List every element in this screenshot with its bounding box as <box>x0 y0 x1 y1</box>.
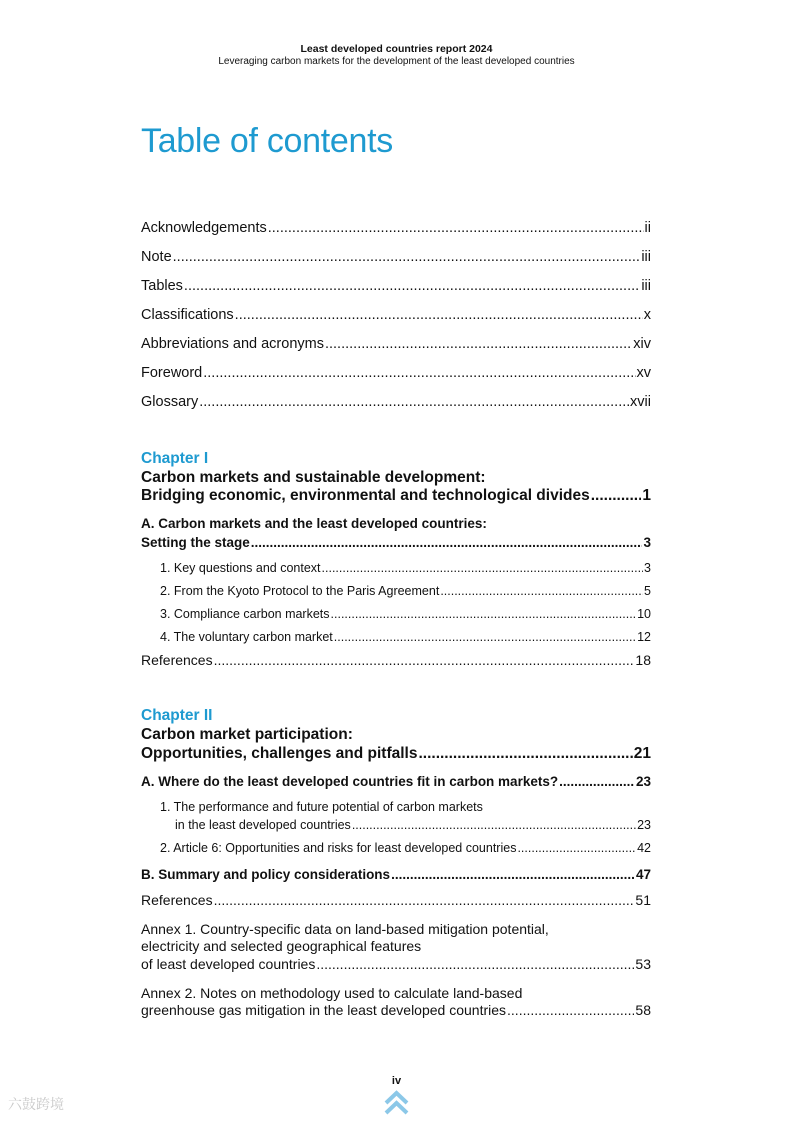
toc-entry-annex-2[interactable] <box>141 1002 651 1018</box>
toc-entry-label: in the least developed countries <box>175 818 351 832</box>
report-subtitle: Leveraging carbon markets for the development of the least developed countries <box>218 56 575 67</box>
toc-entry-label: of least developed countries <box>141 956 316 972</box>
toc-entry-label: References <box>141 892 213 908</box>
dot-leader <box>352 818 636 832</box>
toc-entry-label: Note <box>141 249 172 265</box>
toc-entry-label: 4. The voluntary carbon market <box>160 630 333 644</box>
toc-entry-page: 3 <box>644 561 651 575</box>
toc-entry-chapter-2-sub-2[interactable] <box>160 841 651 855</box>
dot-leader <box>251 535 643 550</box>
toc-entry-label: 2. Article 6: Opportunities and risks for least developed countries <box>160 841 517 855</box>
chapter-2-sub-1-line1: 1. The performance and future potential of carbon markets <box>160 800 483 814</box>
toc-entry-page: 23 <box>635 774 651 789</box>
toc-entry-page: 18 <box>635 652 651 668</box>
toc-entry-annex-1[interactable] <box>141 956 651 972</box>
dot-leader <box>325 336 632 352</box>
toc-entry-label: Acknowledgements <box>141 220 267 236</box>
page-title: Table of contents <box>141 122 393 160</box>
toc-entry-chapter-1-sub-2[interactable] <box>160 584 651 598</box>
dot-leader <box>391 867 635 882</box>
toc-entry-label: 1. Key questions and context <box>160 561 321 575</box>
dot-leader <box>214 892 635 908</box>
toc-entry-foreword[interactable] <box>141 365 651 381</box>
dot-leader <box>559 774 635 789</box>
toc-entry-page: xv <box>636 365 651 381</box>
toc-entry-label: greenhouse gas mitigation in the least developed countries <box>141 1002 507 1018</box>
toc-entry-chapter-1-sub-3[interactable] <box>160 607 651 621</box>
toc-entry-label: Opportunities, challenges and pitfalls <box>141 745 418 762</box>
dot-leader <box>322 561 644 575</box>
chevron-up-icon <box>384 1089 409 1126</box>
toc-entry-page: x <box>643 307 651 323</box>
toc-entry-label: Setting the stage <box>141 535 250 550</box>
toc-entry-page: 58 <box>635 1002 651 1018</box>
chapter-2-label: Chapter II <box>141 707 213 724</box>
toc-entry-chapter-2-section-b[interactable] <box>141 867 651 882</box>
dot-leader <box>418 745 632 763</box>
annex-1-line1: Annex 1. Country-specific data on land-based mitigation potential, <box>141 921 549 937</box>
watermark: 六鼓跨境 <box>8 1096 64 1112</box>
toc-entry-label: B. Summary and policy considerations <box>141 867 391 882</box>
dot-leader <box>184 278 640 294</box>
toc-entry-chapter-2-references[interactable] <box>141 892 651 908</box>
toc-entry-page: 3 <box>643 535 651 550</box>
toc-entry-page: ii <box>644 220 651 236</box>
toc-entry-note[interactable] <box>141 249 651 265</box>
dot-leader <box>214 652 635 668</box>
chapter-1-title-line1: Carbon markets and sustainable development: <box>141 469 486 486</box>
dot-leader <box>235 307 643 323</box>
toc-entry-page: iii <box>641 249 651 265</box>
toc-entry-chapter-1-sub-4[interactable] <box>160 630 651 644</box>
toc-entry-label: 3. Compliance carbon markets <box>160 607 330 621</box>
toc-entry-page: 10 <box>637 607 651 621</box>
toc-entry-page: xvii <box>630 394 651 410</box>
dot-leader <box>591 487 642 505</box>
toc-entry-page: 53 <box>635 956 651 972</box>
chapter-1-section-a-line1: A. Carbon markets and the least developed countries: <box>141 516 487 531</box>
toc-entry-page: 21 <box>633 745 651 762</box>
toc-entry-page: 1 <box>642 487 651 504</box>
toc-entry-tables[interactable] <box>141 278 651 294</box>
toc-entry-page: 23 <box>637 818 651 832</box>
annex-2-line1: Annex 2. Notes on methodology used to calculate land-based <box>141 985 523 1001</box>
toc-entry-label: A. Where do the least developed countries fit in carbon markets? <box>141 774 559 789</box>
toc-entry-page: xiv <box>633 336 651 352</box>
toc-entry-label: Abbreviations and acronyms <box>141 336 324 352</box>
dot-leader <box>517 841 636 855</box>
toc-entry-chapter-1-sub-1[interactable] <box>160 561 651 575</box>
dot-leader <box>440 584 643 598</box>
toc-entry-acknowledgements[interactable] <box>141 220 651 236</box>
dot-leader <box>268 220 644 236</box>
annex-1-line2: electricity and selected geographical features <box>141 938 422 954</box>
toc-entry-label: 2. From the Kyoto Protocol to the Paris Agreement <box>160 584 440 598</box>
dot-leader <box>316 956 634 972</box>
toc-entry-label: References <box>141 652 213 668</box>
toc-entry-label: Foreword <box>141 365 203 381</box>
toc-entry-abbreviations[interactable] <box>141 336 651 352</box>
chapter-1-label: Chapter I <box>141 450 209 467</box>
toc-entry-label: Classifications <box>141 307 234 323</box>
toc-entry-page: 42 <box>637 841 651 855</box>
toc-entry-page: 12 <box>637 630 651 644</box>
toc-entry-chapter-2[interactable] <box>141 745 651 763</box>
dot-leader <box>507 1002 634 1018</box>
toc-entry-page: 5 <box>644 584 651 598</box>
toc-entry-chapter-1-section-a[interactable] <box>141 535 651 550</box>
toc-entry-classifications[interactable] <box>141 307 651 323</box>
toc-entry-label: Bridging economic, environmental and technological divides <box>141 487 590 504</box>
toc-entry-chapter-1[interactable] <box>141 487 651 505</box>
dot-leader <box>334 630 636 644</box>
toc-entry-chapter-1-references[interactable] <box>141 652 651 668</box>
toc-entry-chapter-2-section-a[interactable] <box>141 774 651 789</box>
dot-leader <box>203 365 635 381</box>
dot-leader <box>199 394 629 410</box>
dot-leader <box>173 249 641 265</box>
toc-entry-page: 51 <box>635 892 651 908</box>
chapter-2-title-line1: Carbon market participation: <box>141 726 353 743</box>
toc-entry-page: iii <box>641 278 651 294</box>
toc-entry-page: 47 <box>635 867 651 882</box>
toc-entry-label: Tables <box>141 278 183 294</box>
toc-entry-label: Glossary <box>141 394 199 410</box>
toc-entry-glossary[interactable] <box>141 394 651 410</box>
dot-leader <box>331 607 637 621</box>
page-number: iv <box>391 1075 402 1087</box>
toc-entry-chapter-2-sub-1[interactable] <box>175 818 651 832</box>
report-title: Least developed countries report 2024 <box>300 43 493 55</box>
